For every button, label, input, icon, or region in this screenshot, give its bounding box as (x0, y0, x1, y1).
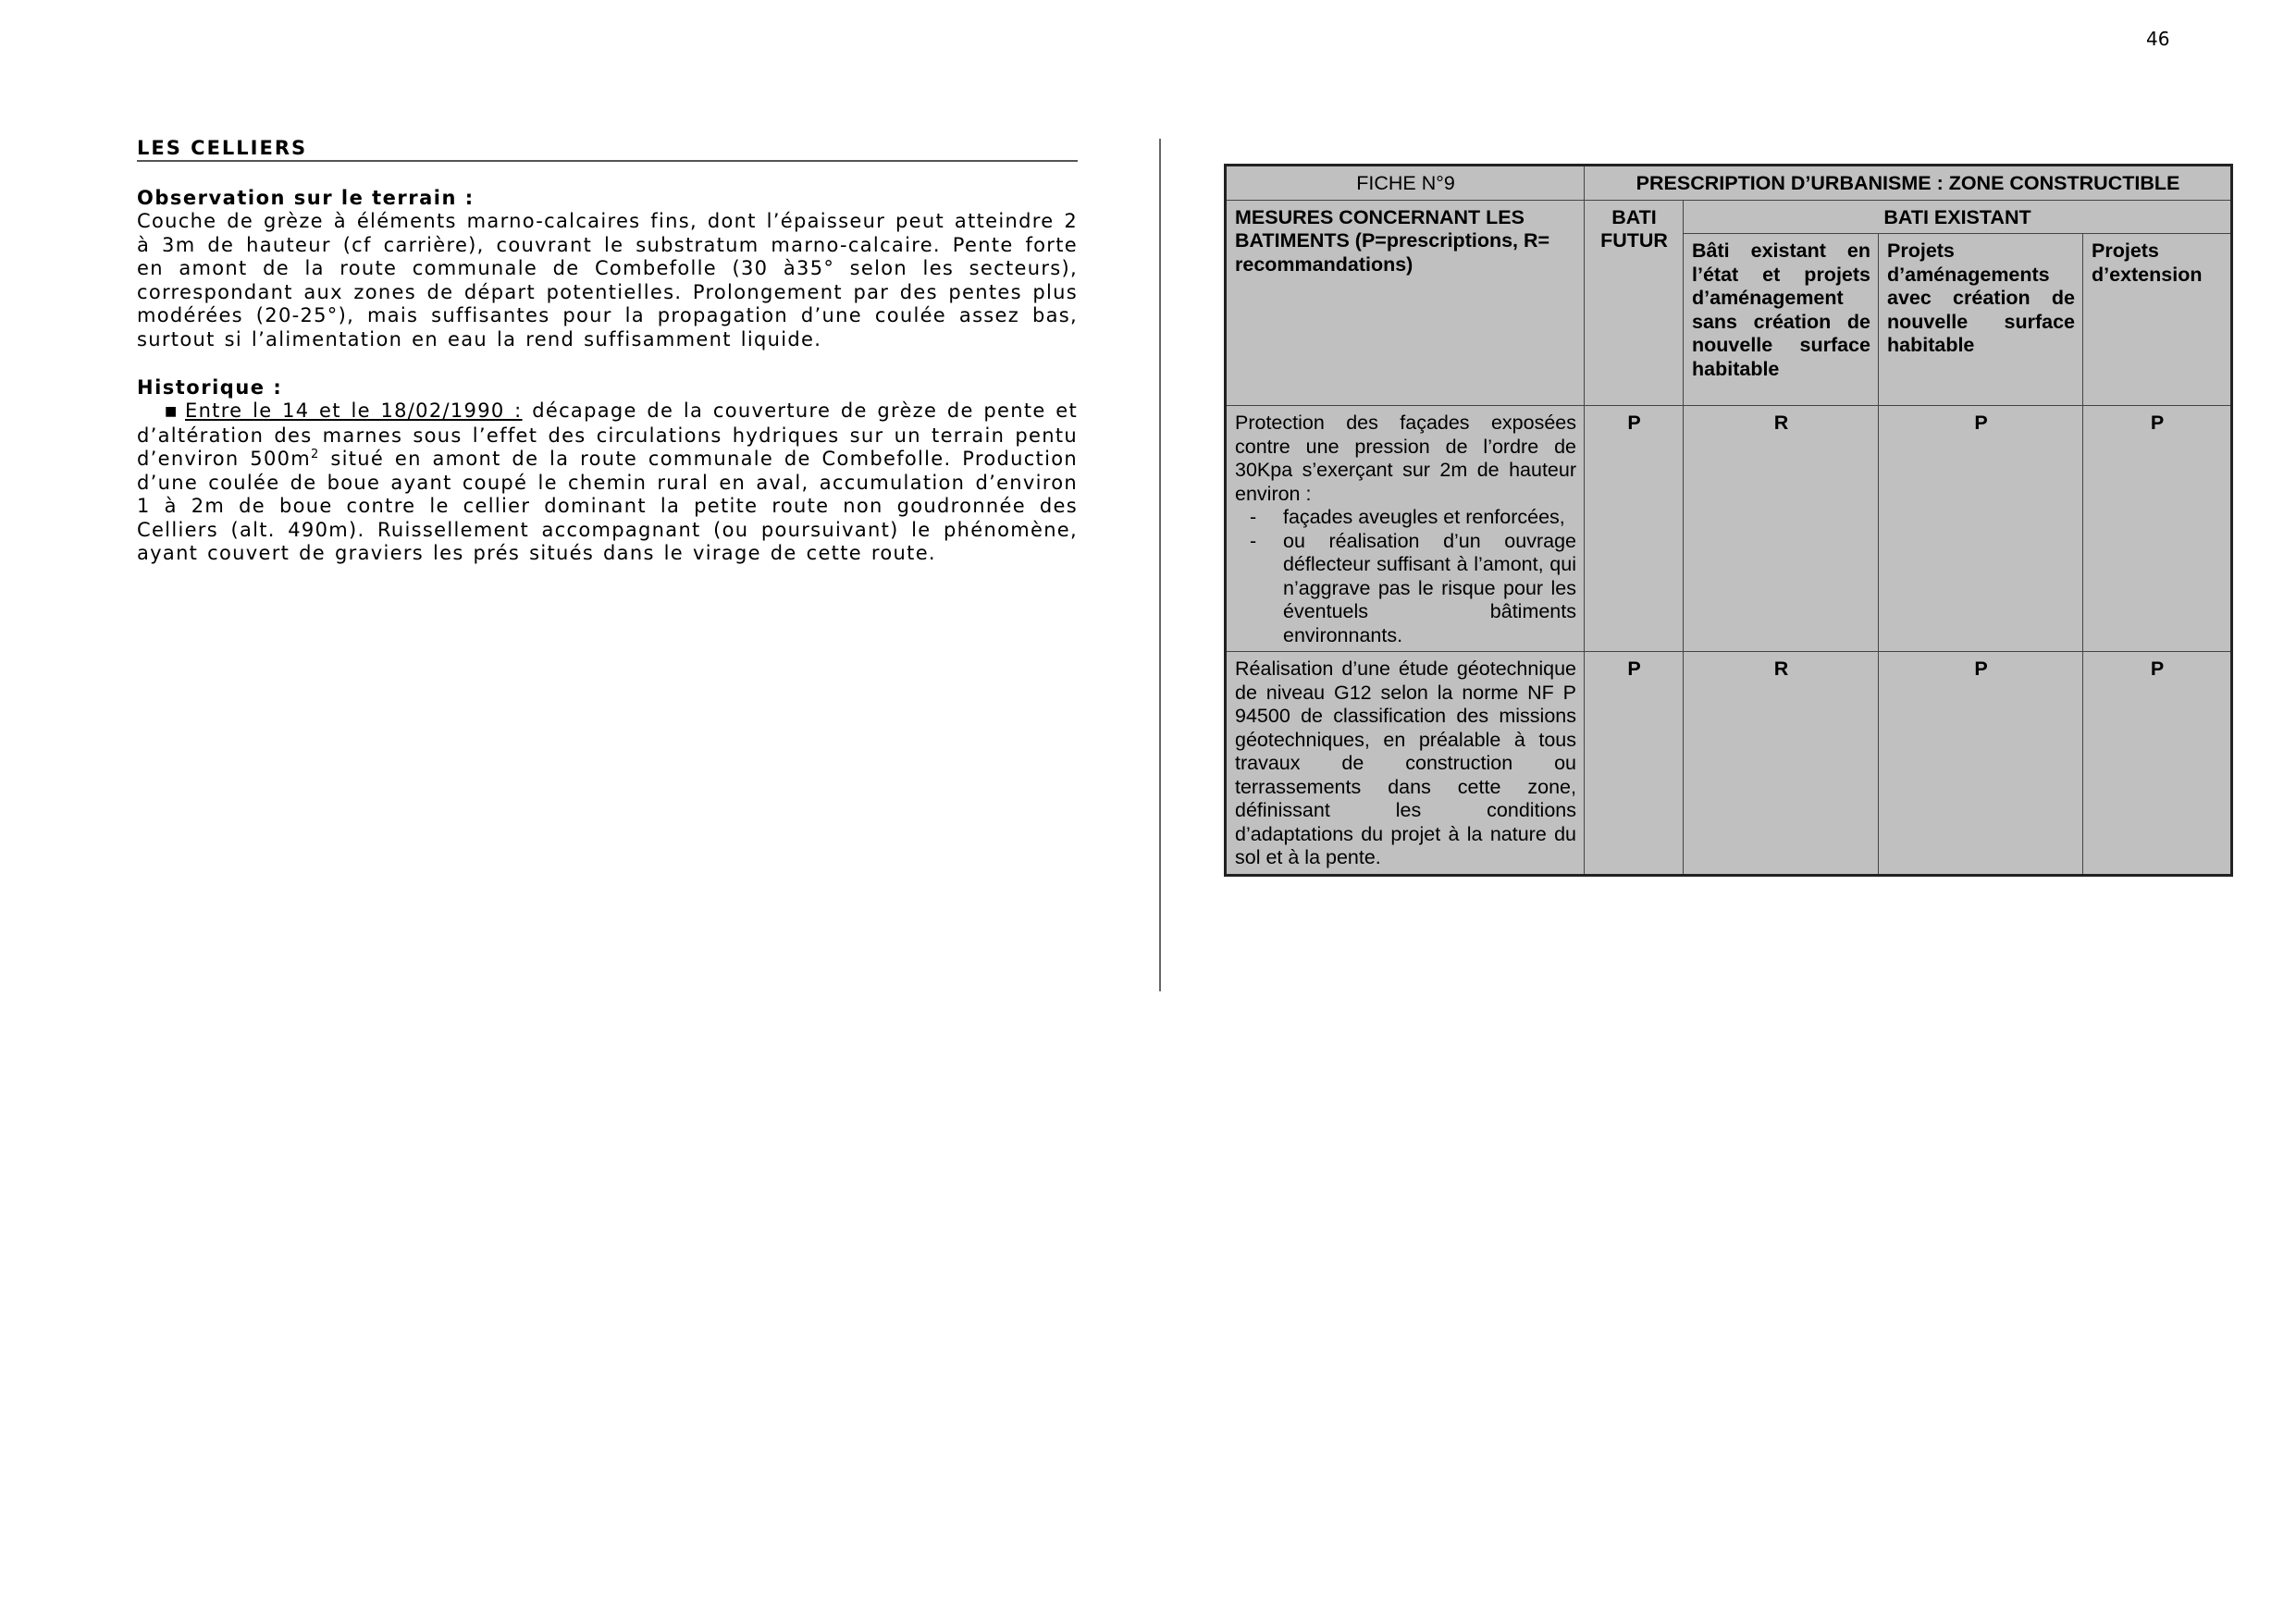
historique-text-1: décapage de la couverture de grèze de pente et d’altération des marnes sous l’effet des circulations hydriques sur un terrain pentu d’environ 500m (137, 400, 1079, 470)
bati-futur-value: P (1585, 652, 1684, 876)
bati-futur-value: P (1585, 406, 1684, 652)
existant-value: R (1684, 406, 1879, 652)
historique-item (137, 400, 1078, 566)
col-projets-extension-header: Projets d’extension (2083, 234, 2232, 406)
table-row (1226, 406, 2232, 652)
historique-heading: Historique : (137, 376, 283, 399)
left-column (137, 137, 1078, 566)
observation-heading: Observation sur le terrain : (137, 187, 475, 209)
mesure-cell (1226, 406, 1585, 652)
historique-date: Entre le 14 et le 18/02/1990 : (185, 400, 523, 422)
fiche-number: FICHE N°9 (1226, 166, 1585, 201)
mesures-header: MESURES CONCERNANT LES BATIMENTS (P=prescriptions, R= recommandations) (1226, 200, 1585, 406)
mesure-list (1235, 506, 1576, 647)
bati-futur-header: BATI FUTUR (1585, 200, 1684, 406)
table-row (1226, 652, 2232, 876)
bati-existant-header: BATI EXISTANT (1684, 200, 2232, 234)
mesure-cell: Réalisation d’une étude géotechnique de niveau G12 selon la norme NF P 94500 de classification des missions géotechniques, en préalable à tous travaux de construction ou terrassements dans cette zone, définissant les conditions d’adaptations du projet à la nature du sol et à la pente. (1226, 652, 1585, 876)
prescription-title: PRESCRIPTION D’URBANISME : ZONE CONSTRUCTIBLE (1585, 166, 2232, 201)
observation-text: Couche de grèze à éléments marno-calcaires fins, dont l’épaisseur peut atteindre 2 à 3m de hauteur (cf carrière), couvrant le substratum marno-calcaire. Pente forte en amont de la route communale de Combefolle (30 à35° selon les secteurs), correspondant aux zones de départ potentielles. Prolongement par des pentes plus modérées (20-25°), mais suffisantes pour la propagation d’une coulée assez bas, surtout si l’alimentation en eau la rend suffisamment liquide. (137, 210, 1078, 350)
existant-value: R (1684, 652, 1879, 876)
section-title: LES CELLIERS (137, 137, 1078, 162)
prescription-table (1224, 164, 2233, 877)
list-item: - façades aveugles et renforcées, (1235, 506, 1576, 530)
page-number: 46 (2146, 28, 2170, 50)
mesure-text: Protection des façades exposées contre une pression de l’ordre de 30Kpa s’exerçant sur 2m de hauteur environ : (1235, 412, 1576, 505)
extension-value: P (2083, 406, 2232, 652)
column-divider (1159, 139, 1161, 991)
square-bullet-icon: ■ (165, 404, 179, 419)
amenagement-value: P (1879, 406, 2083, 652)
historique-superscript: 2 (311, 448, 320, 461)
historique-text-2: situé en amont de la route communale de Combefolle. Production d’une coulée de boue ayant coupé le chemin rural en aval, accumulation d’environ 1 à 2m de boue contre le cellier dominant la petite route non goudronnée des Celliers (alt. 490m). Ruissellement accompagnant (ou poursuivant) le phénomène, ayant couvert de graviers les prés situés dans le virage de cette route. (137, 448, 1078, 564)
list-item: - ou réalisation d’un ouvrage déflecteur suffisant à l’amont, qui n’aggrave pas le risque pour les éventuels bâtiments environnants. (1235, 530, 1576, 648)
col-existant-etat-header: Bâti existant en l’état et projets d’aménagement sans création de nouvelle surface habitable (1684, 234, 1879, 406)
col-projets-amenagement-header: Projets d’aménagements avec création de nouvelle surface habitable (1879, 234, 2083, 406)
extension-value: P (2083, 652, 2232, 876)
amenagement-value: P (1879, 652, 2083, 876)
